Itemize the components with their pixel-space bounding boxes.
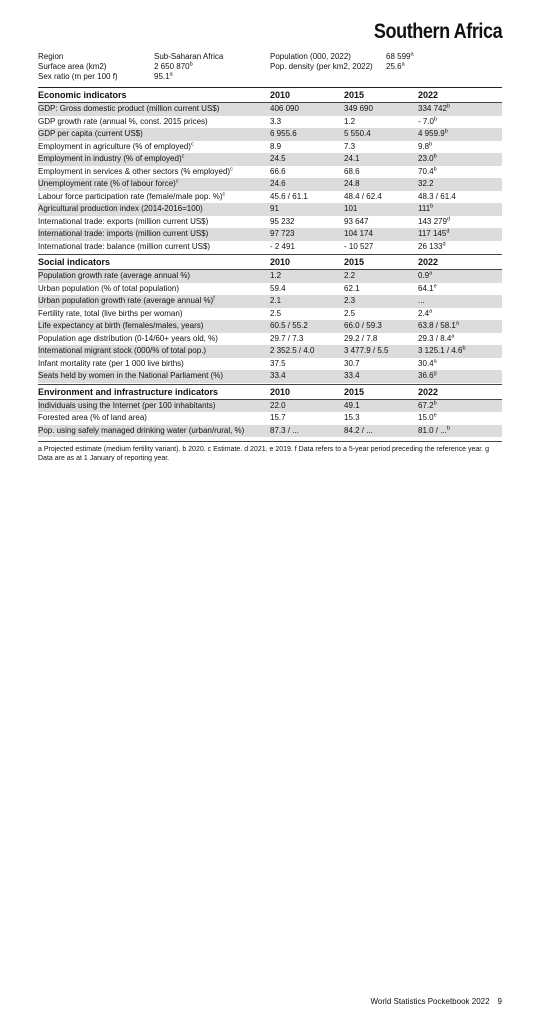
indicator-label: Life expectancy at birth (females/males, years) bbox=[38, 321, 204, 330]
indicator-label: GDP per capita (current US$) bbox=[38, 129, 143, 138]
value-cell: 0.9$^a$ bbox=[418, 270, 433, 280]
value-cell: 84.2 / ... bbox=[344, 425, 373, 435]
indicator-label: GDP: Gross domestic product (million current US$) bbox=[38, 104, 220, 113]
year-header: 2015 bbox=[344, 257, 365, 267]
value-cell: 2 352.5 / 4.0 bbox=[270, 346, 315, 355]
indicator-label: Employment in industry (% of employed)$^c$ bbox=[38, 153, 185, 163]
indicator-label: Agricultural production index (2014-2016=100) bbox=[38, 204, 203, 213]
indicator-label: Pop. using safely managed drinking water (urban/rural, %) bbox=[38, 425, 245, 435]
value-cell: 26 133$^d$ bbox=[418, 240, 446, 251]
value-cell: 33.4 bbox=[270, 371, 286, 380]
value-cell: 30.7 bbox=[344, 358, 360, 368]
table-row bbox=[38, 412, 502, 425]
page-title: Southern Africa bbox=[373, 20, 502, 43]
table-row bbox=[38, 295, 502, 308]
value-cell: - 2 491 bbox=[270, 241, 295, 251]
page-footer bbox=[371, 997, 502, 1006]
section-header bbox=[38, 87, 502, 103]
table-row bbox=[38, 345, 502, 358]
value-cell: 4 959.9$^b$ bbox=[418, 128, 448, 138]
table-row bbox=[38, 283, 502, 296]
indicator-label: Employment in services & other sectors (% employed)$^c$ bbox=[38, 165, 233, 176]
value-cell: 91 bbox=[270, 204, 279, 213]
table-row bbox=[38, 153, 502, 166]
indicator-label: Urban population (% of total population) bbox=[38, 283, 179, 293]
year-header: 2015 bbox=[344, 386, 365, 397]
value-cell: 70.4$^b$ bbox=[418, 165, 437, 176]
indicator-label: Infant mortality rate (per 1 000 live births) bbox=[38, 358, 184, 368]
value-cell: 48.4 / 62.4 bbox=[344, 191, 382, 201]
value-cell: 15.0e bbox=[418, 412, 437, 422]
value-cell: 64.1e bbox=[418, 282, 437, 293]
table-row bbox=[38, 241, 502, 254]
value-cell: 2.5 bbox=[270, 308, 282, 318]
indicator-sections bbox=[38, 87, 502, 437]
indicator-label: Forested area (% of land area) bbox=[38, 413, 147, 422]
value-cell: 97 723 bbox=[270, 229, 295, 238]
indicator-label: International migrant stock (000/% of total pop.) bbox=[38, 346, 207, 355]
value-cell: 45.6 / 61.1 bbox=[270, 191, 308, 201]
value-cell: 2.4$^a$ bbox=[418, 307, 433, 318]
table-row bbox=[38, 128, 502, 141]
value-cell: 6 955.6 bbox=[270, 129, 297, 138]
value-cell: 3 477.9 / 5.5 bbox=[344, 346, 389, 355]
indicator-label: Seats held by women in the National Parliament (%) bbox=[38, 371, 223, 380]
value-cell: 81.0 / ...$^b$ bbox=[418, 424, 450, 435]
area-value: 2 650 870$^b$ bbox=[154, 61, 193, 71]
value-cell: 67.2$^b$ bbox=[418, 399, 437, 410]
value-cell: 66.0 / 59.3 bbox=[344, 321, 382, 330]
value-cell: 62.1 bbox=[344, 283, 360, 293]
value-cell: 66.6 bbox=[270, 166, 286, 176]
value-cell: 101 bbox=[344, 204, 358, 213]
footnotes: a Projected estimate (medium fertility variant). b 2020. c Estimate. d 2021. e 2019. f Data refers to a 5-year period preceding the reference year. g Data are as at 1 January of reporting year. bbox=[38, 441, 502, 463]
value-cell: 22.0 bbox=[270, 400, 286, 410]
section-title: Economic indicators bbox=[38, 90, 127, 100]
value-cell: 24.1 bbox=[344, 154, 360, 163]
value-cell: 29.7 / 7.3 bbox=[270, 333, 304, 343]
value-cell: 30.4$^a$ bbox=[418, 357, 437, 368]
value-cell: 23.0$^b$ bbox=[418, 153, 437, 163]
value-cell: 49.1 bbox=[344, 400, 360, 410]
value-cell: - 10 527 bbox=[344, 241, 374, 251]
value-cell: 104 174 bbox=[344, 229, 373, 238]
value-cell: 24.5 bbox=[270, 154, 286, 163]
value-cell: 60.5 / 55.2 bbox=[270, 321, 308, 330]
value-cell: 349 690 bbox=[344, 104, 373, 113]
year-header: 2010 bbox=[270, 90, 291, 100]
year-header: 2010 bbox=[270, 386, 291, 397]
indicator-label: International trade: exports (million current US$) bbox=[38, 216, 209, 226]
region-label: Region bbox=[38, 52, 64, 61]
year-header: 2022 bbox=[418, 90, 439, 100]
value-cell: 1.2 bbox=[344, 116, 356, 126]
table-row bbox=[38, 228, 502, 241]
area-label: Surface area (km2) bbox=[38, 62, 107, 71]
table-row bbox=[38, 270, 502, 283]
value-cell: 9.8$^b$ bbox=[418, 140, 433, 151]
value-cell: 32.2 bbox=[418, 179, 434, 188]
indicator-label: Labour force participation rate (female/male pop. %)$^c$ bbox=[38, 190, 226, 201]
value-cell: 33.4 bbox=[344, 371, 360, 380]
density-label: Pop. density (per km2, 2022) bbox=[270, 62, 373, 71]
indicator-label: Employment in agriculture (% of employed)$^c$ bbox=[38, 140, 194, 151]
table-row bbox=[38, 191, 502, 204]
section-header bbox=[38, 254, 502, 270]
value-cell: 2.1 bbox=[270, 296, 282, 305]
value-cell: 1.2 bbox=[270, 271, 282, 280]
value-cell: 117 145$^d$ bbox=[418, 228, 450, 238]
sex-ratio-label: Sex ratio (m per 100 f) bbox=[38, 72, 118, 81]
indicator-label: Population age distribution (0-14/60+ years old, %) bbox=[38, 333, 218, 343]
value-cell: 5 550.4 bbox=[344, 129, 371, 138]
table-row bbox=[38, 308, 502, 321]
value-cell: 29.2 / 7.8 bbox=[344, 333, 378, 343]
table-row bbox=[38, 358, 502, 371]
table-row bbox=[38, 103, 502, 116]
table-row bbox=[38, 166, 502, 179]
value-cell: 406 090 bbox=[270, 104, 299, 113]
value-cell: 2.5 bbox=[344, 308, 356, 318]
indicator-label: Unemployment rate (% of labour force)$^c$ bbox=[38, 178, 179, 188]
section-header bbox=[38, 384, 502, 400]
year-header: 2010 bbox=[270, 257, 291, 267]
value-cell: 2.2 bbox=[344, 271, 356, 280]
value-cell: 37.5 bbox=[270, 358, 286, 368]
sex-ratio-value: 95.1$^a$ bbox=[154, 71, 173, 81]
table-row bbox=[38, 178, 502, 191]
section-title: Social indicators bbox=[38, 257, 111, 267]
table-row bbox=[38, 320, 502, 333]
year-header: 2022 bbox=[418, 386, 439, 397]
table-row bbox=[38, 141, 502, 154]
indicator-label: International trade: balance (million current US$) bbox=[38, 241, 211, 251]
value-cell: 3 125.1 / 4.6$^b$ bbox=[418, 345, 466, 355]
table-row bbox=[38, 425, 502, 438]
indicator-label: International trade: imports (million current US$) bbox=[38, 229, 209, 238]
value-cell: 63.8 / 58.1$^a$ bbox=[418, 320, 459, 330]
indicator-label: GDP growth rate (annual %, const. 2015 prices) bbox=[38, 116, 208, 126]
table-row bbox=[38, 400, 502, 413]
value-cell: 68.6 bbox=[344, 166, 360, 176]
value-cell: 93 647 bbox=[344, 216, 369, 226]
indicator-label: Urban population growth rate (average annual %)$^f$ bbox=[38, 295, 215, 305]
general-info bbox=[38, 52, 502, 86]
value-cell: 8.9 bbox=[270, 141, 282, 151]
value-cell: 95 232 bbox=[270, 216, 295, 226]
value-cell: 59.4 bbox=[270, 283, 286, 293]
indicator-label: Population growth rate (average annual %) bbox=[38, 271, 191, 280]
publication-name: World Statistics Pocketbook 2022 bbox=[370, 997, 490, 1006]
value-cell: 111$^b$ bbox=[418, 203, 434, 213]
page-number: 9 bbox=[497, 997, 502, 1006]
population-value: 68 599$^a$ bbox=[386, 51, 414, 61]
value-cell: ... bbox=[418, 296, 425, 305]
section-title: Environment and infrastructure indicators bbox=[38, 386, 219, 397]
value-cell: 7.3 bbox=[344, 141, 356, 151]
region-value: Sub-Saharan Africa bbox=[154, 52, 224, 61]
value-cell: 15.7 bbox=[270, 413, 286, 422]
value-cell: 29.3 / 8.4$^a$ bbox=[418, 332, 455, 343]
value-cell: - 7.0$^b$ bbox=[418, 115, 438, 126]
value-cell: 3.3 bbox=[270, 116, 282, 126]
value-cell: 143 279$^d$ bbox=[418, 215, 450, 226]
table-row bbox=[38, 116, 502, 129]
value-cell: 36.6$^g$ bbox=[418, 370, 437, 380]
value-cell: 15.3 bbox=[344, 413, 360, 422]
indicator-label: Fertility rate, total (live births per woman) bbox=[38, 308, 183, 318]
year-header: 2015 bbox=[344, 90, 365, 100]
indicator-label: Individuals using the Internet (per 100 inhabitants) bbox=[38, 400, 216, 410]
density-value: 25.6$^a$ bbox=[386, 61, 405, 71]
table-row bbox=[38, 203, 502, 216]
value-cell: 87.3 / ... bbox=[270, 425, 299, 435]
table-row bbox=[38, 216, 502, 229]
value-cell: 24.6 bbox=[270, 179, 286, 188]
population-label: Population (000, 2022) bbox=[270, 52, 351, 61]
year-header: 2022 bbox=[418, 257, 439, 267]
value-cell: 334 742$^b$ bbox=[418, 103, 450, 113]
profile-table bbox=[38, 52, 502, 463]
table-row bbox=[38, 370, 502, 383]
table-row bbox=[38, 333, 502, 346]
value-cell: 48.3 / 61.4 bbox=[418, 191, 456, 201]
value-cell: 2.3 bbox=[344, 296, 356, 305]
value-cell: 24.8 bbox=[344, 179, 360, 188]
